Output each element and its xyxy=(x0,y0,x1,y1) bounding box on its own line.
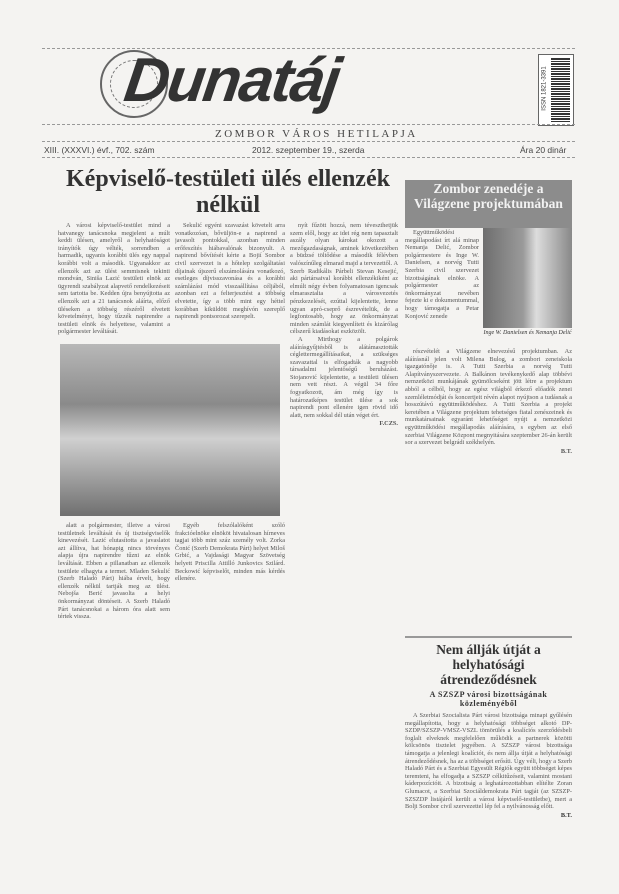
issue-number: XIII. (XXXVI.) évf., 702. szám xyxy=(44,145,155,155)
price: Ára 20 dinár xyxy=(520,145,567,155)
signing-photo xyxy=(483,228,572,328)
article-column-1b: alatt a polgármester, illetve a városi testületnek leváltását és új tisztségviselők kinevezését. Lazić elutasította a javaslatot azt állítva, hat hónapig nincs törvényes alapja újra napirendre tűzni az elnök leváltását. Ebben a pillanatban az ellenzék testülete elhagyta a termet. Mladen Sekulić (Szerb Haladó Párt) hiába érvelt, hogy ellenzék nélkül tartják meg az ülést. Nebojša Berić javasolta a helyi önkormányzat döntéseit. A Szerb Haladó Párt tanácsnokai a három óra alatt sem tértek vissza. xyxy=(58,522,170,621)
author-signature: F.CZS. xyxy=(379,420,398,428)
side-headline-2: Nem állják útját a helyhatósági átrendeződésnek xyxy=(436,642,541,687)
side-article-2 xyxy=(405,642,572,820)
issn-number: ISSN 1821-3391 xyxy=(541,66,548,111)
main-headline: Képviselő-testületi ülés ellenzék nélkül xyxy=(66,166,390,218)
author-signature: B.T. xyxy=(560,811,572,819)
side-article-intro: Együttműködési megállapodást írt alá minap Nemanja Delić, Zombor polgármestere és Inge W. Danielsen, a norvég Tutti Szerbia civil szervezet bizottságának elnöke. A polgármester az önkormányzat nevében fejezte ki e dokumentummal, hogy támogatja a Petar Konjović zenede xyxy=(405,229,479,320)
side-article-body: részvételét a Világzene elnevezésű projektumban. Az aláírásnál jelen volt Milena Bulog, a zombori zeneiskola igazgatónője is. A Tutti Szerbia a norvég Tutti Alapítványszervezete. A Balkánon tevékenykedő alap többévi nemzetközi munkájának gyümölcseként jött létre a projektum abból a célból, hogy az egész világból érkező előadók zenei szemléletmódját és koncertjeit révén alapot nyújtson a tudásnak a hosszútávú együttműködéshez. A Tutti Szerbia a projekt keretében a Világzene projektum tehetséges fiatal zenészeinek és munkatársainak egyaránt lehetőséget nyújt a nemzetközi együttműködési megállapodás aláírására, s egyben az első szerbiai Világzene Központ megnyitására szeptember 26-án került sor a szervezet belgrádi székhelyén. B.T. xyxy=(405,348,572,455)
divider xyxy=(42,141,575,142)
council-meeting-photo xyxy=(60,344,280,516)
divider xyxy=(405,636,572,638)
side-headline: Zombor zenedéje a Világzene projektumában xyxy=(405,180,572,228)
divider xyxy=(42,157,575,158)
photo-caption: Inge W. Danielsen és Nemanja Delić xyxy=(483,330,572,336)
article-column-3: nyít fűzött hozzá, nem téveszthetjük szem elől, hogy az idei rég nem tapasztalt aszály olyan károkat okozott a mezőgazdaságnak, aminek következtében a büdzsé töltődése a második félévben valószínűleg elmarad majd a tervezettől. A Szerb Radikális Párbeli Stevan Kesejić, aki pártársaival korábbi ellenzékiként az elmúlt négy évben folyamatosan igencsak elmarasztalta a városvezetés pénzkezelését, ezúttal kijelentette, lenne ugyan apró-cseprő észrevételük, de a legfontosabb, hogy az önkormányzat minden számlát kiegyenlített és kizárólag célszerű kiadásokat eszközölt. A Mirthogy a polgárok aláírásgyűjtésből is alátámasztották céglettermegállításaikat, a szükséges szavazattal is elfogadták a nagyobb társadalmi jelentőségű beruházást. Stojanović kijelentette, a testületi ülésen nem vett részt. A végül 34 főre fogyatkozott, ám még így is határozatképes testület ülése a sok napirendi pont ellenére igen rövid idő alatt, nem sokkal dél után véget ért. F.CZS. xyxy=(290,222,398,428)
side-subheadline: A SZSZP városi bizottságának közleményéből xyxy=(429,690,548,708)
barcode-icon xyxy=(538,54,574,126)
article-column-2b: Egyéb felszólalóként szóló frakcióelnöke elnököt hivatalosan hírneves tagjai több mint száz személy volt. Zorka Čonić (Szerb Demokrata Párt) helyet Miloš Grbić, a Vajdasági Magyar Szövetség helyett Priscilla Attilló Junkovics Szilárd. Beckowić képviselőt, minden más kérdés ellenére. xyxy=(175,522,285,583)
divider xyxy=(42,124,575,125)
side-article-2-body: A Szerbiai Szocialista Párt városi bizottsága minapi gyűlésén megállapította, hogy a helyhatósági többséget alkotó DP-SZDP/SZSZP-VMSZ-VSZL tömörülés a koalíciós szerződésbeli foglalt elveknek megfelelően működik a partnerek közötti kölcsönös tisztelet jegyében. A SZSZP városi bizottsága támogatja a jelenlegi koalíciót, és nem állja útját a helyhatósági átrendeződésnek, ha az a többséget erősíti. Úgy véli, hogy a Szerb Haladó Párt és a Szerbiai Egyesült Régiók együtt többséget képes teremteni, ha elfogadja a SZSZP célkitűzéseit, valamint mostani káderpozícióit. A bizottság a leghatározottabban elítélte Zoran Glumacot, a Szerbiai Szociáldemokrata Párt tagját (az SZSZP-SZSZDP listájáról került a városi képviselő-testületbe), mert a Bolji Sombor civil szervezettel lép fel a nyilvánosság előtt. xyxy=(405,712,572,811)
issue-date: 2012. szeptember 19., szerda xyxy=(252,145,365,155)
tagline: ZOMBOR VÁROS HETILAPJA xyxy=(215,128,418,140)
barcode-bars xyxy=(551,58,570,122)
article-column-2: Sekulić egyéni szavazást követelt arra vonatkozóan, bővüljön-e a napirend a javasolt pontokkal, azonban minden erőfeszítés hiábavalónak bizonyult. A napirend bővítését kérte a Bojií Sombor civil szervezet is a hőtelep szolgáltatási díjainak újszerű elszámolására vonatkozó, esetleges díjvisszavonása és a korábbi számlázási mód visszaállítása céljából, azonban ezt a felterjesztést a többség elvetette, így a több mint egy héttel korábban kiküldött meghívón szereplő napirendi pontsorozat szerepelt. xyxy=(175,222,285,321)
newspaper-logo: Dunatáj xyxy=(120,46,344,115)
author-signature: B.T. xyxy=(560,447,572,455)
article-column-1: A városi képviselő-testület mind a hatvanegy tanácsnoka megjelent a múlt keddi ülésen, amelyről a helyhatóságot irányítók úgy vélték, sorrendben a harmadik, ugyanis korábbi ülés egy nappal korábbi volt a második. Ugyanakkor az ellenzék azt az ülést semmisnek tekinti mondván, Siniša Lazić testületi elnök az ügyrendi szabályzat alapvető rendelkezéseit sem tartotta be. Kedden újra benyújtotta az ellenzék azt a 21 tanácsnok aláírta, előző üléseken a többség részéről elvetett követelményt, hogy tűzzék napirendre a testületi elnök és helyettese, valamint a polgármester leváltását. xyxy=(58,222,170,336)
